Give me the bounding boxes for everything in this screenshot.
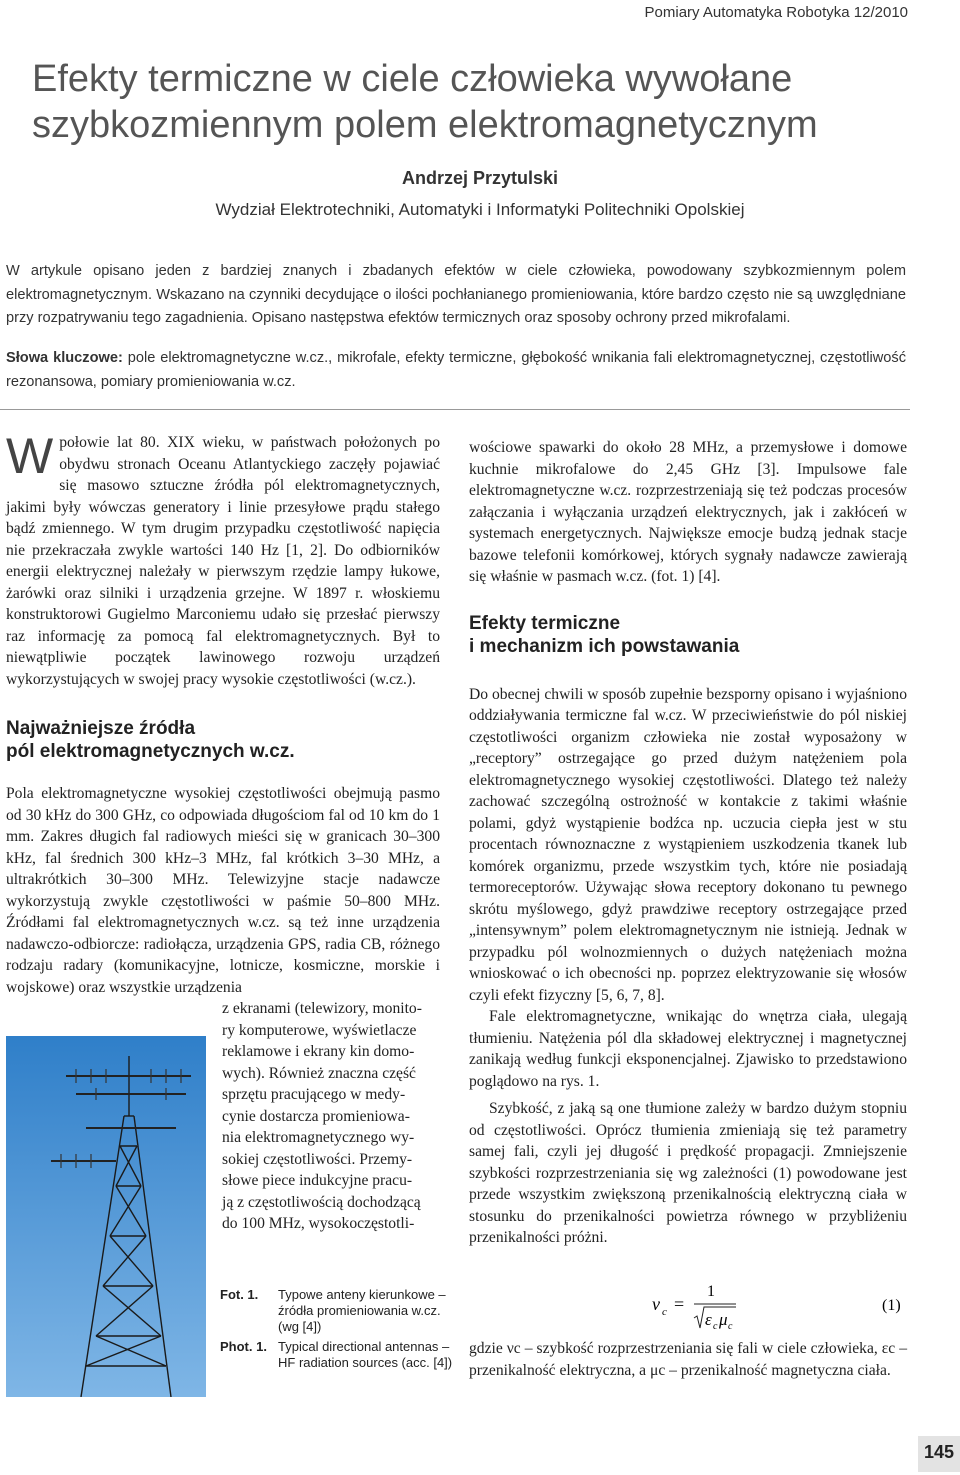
affiliation: Wydział Elektrotechniki, Automatyki i Informatyki Politechniki Opolskiej (215, 200, 745, 219)
keywords (6, 347, 906, 394)
intro-text: połowie lat 80. XIX wieku, w państwach położonych po obydwu stronach Oceanu Atlantyckiego zaczęły pojawiać się masowo sztuczne źródła pól elektromagnetycznych, jakimi były wówczas generatory i linie przesyłowe prądu stałego bądź zmiennego. W tym drugim przypadku częstotliwość napięcia nie przekraczała zwykle wartości 140 Hz [1, 2]. Do odbiorników energii elektrycznej należały w pierwszym rzędzie lampy łukowe, żarówki oraz silniki i urządzenia grzejne. W 1897 r. włoskiemu konstruktorowi Gugielmo Marconiemu udało się przesłać pierwszy raz informację za pomocą fal elektromagnetycznych. Był to niewątpliwie początek lawinowego rozwoju urządzeń wykorzystujących w swojej pracy wysokie częstotliwości (w.cz.). (6, 434, 440, 688)
page-number: 145 (923, 1442, 955, 1462)
article-title (32, 56, 912, 148)
column-right (469, 437, 907, 1249)
equation-explanation: gdzie νc – szybkość rozprzestrzeniania się fali w ciele człowieka, εc – przenikalność elektryczna, a μc – przenikalność magnetyczna ciała. (469, 1340, 907, 1379)
intro-paragraph (6, 428, 440, 690)
wrapped-line: cynie dostarcza promieniowa- (222, 1107, 410, 1125)
section-heading-thermal (469, 612, 907, 658)
thermal-paragraph: Do obecnej chwili w sposób zupełnie bezsporny opisano i wyjaśniono oddziaływania termiczne fal w.cz. W przeciwieństwie do pól niskiej częstotliwości organizm człowieka nie został wyposażony w „receptory” ostrzegające go przed dużym natężeniem pola elektromagnetycznego wysokiej częstotliwości. Dlatego też należy zachować szczególną ostrożność w kontakcie z takimi właśnie polami, gdyż wystąpienie bodźca np. uczucia ciepła jest w stu procentach równoznaczne z wystąpieniem uszkodzenia tkanek lub komórek organizmu, przede wszystkim tych, które nie posiadają termoreceptorów. Używając słowa receptory dokonano tu pewnego skrótu myślowego, gdyż prawdziwe receptory ostrzegające przed „intensywnym” polem elektromagnetycznym nie istnieją. Jednak w przypadku pól wolnozmiennych o dużych natężeniach można wnioskować o ich obecności np. poprzez elektryzowanie się włosów czyli efekt fizyczny [5, 6, 7, 8]. (469, 685, 907, 1004)
continuation-paragraph: wościowe spawarki do około 28 MHz, a przemysłowe i domowe kuchnie mikrofalowe do 2,45 GHz [3]. Impulsowe fale elektromagnetyczne w.cz. rozprzestrzeniają się też podczas procesów załączania i wyłączania urządzeń elektrycznych, jak i zakłóceń w systemach energetycznych. Największe emocje budzą jednak stacje bazowe telefonii komórkowej, których sygnały nadawcze zawierają się właśnie w pasmach w.cz. (fot. 1) [4]. (469, 439, 907, 585)
section-heading-line-2: pól elektromagnetycznych w.cz. (6, 741, 295, 762)
attenuation-paragraph: Fale elektromagnetyczne, wnikając do wnętrza ciała, ulegają tłumieniu. Natężenia pól dla składowej elektrycznej i magnetycznej zanikają według funkcji eksponencjalnej. Zjawisko to przedstawiono poglądowo na rys. 1. (469, 1008, 907, 1090)
wrapped-line: wych). Również znaczna część (222, 1064, 416, 1082)
speed-paragraph: Szybkość, z jaką są one tłumione zależy w bardzo dużym stopniu od częstotliwości. Oprócz tłumienia zmieniają się też parametry samej fali, czyli jej długość i prędkość propagacji. Zmniejszenie szybkości rozprzestrzeniania się wg zależności (1) powodowane jest przede wszystkim zwiększoną przenikalnością elektryczną ciała w stosunku do przenikalności powietrza równego w przybliżeniu przenikalności próżni. (469, 1100, 907, 1246)
caption-text-pl: Typowe anteny kierunkowe – źródła promieniowania w.cz. (wg [4]) (278, 1287, 446, 1334)
caption-english (220, 1339, 460, 1371)
section-heading-line-1: Efekty termiczne (469, 612, 621, 634)
wrapped-line: ją z częstotliwością dochodzącą (222, 1193, 421, 1211)
wrapped-line: sokiej częstotliwości. Przemy- (222, 1150, 413, 1168)
equation-epsilon-subscript: c (713, 1321, 718, 1332)
equation-mu-subscript: c (728, 1321, 733, 1332)
section-heading-line-2: i mechanizm ich powstawania (469, 635, 740, 657)
equation-mu: μ (719, 1310, 728, 1329)
caption-polish (220, 1287, 460, 1335)
wrapped-line: ry komputerowe, wyświetlacze (222, 1021, 417, 1039)
title-line-1: Efekty termiczne w ciele człowieka wywołane (32, 58, 793, 100)
equation-equals: = (674, 1294, 685, 1314)
keywords-text: pole elektromagnetyczne w.cz., mikrofale, efekty termiczne, głębokość wnikania fali elektromagnetycznej, częstotliwość rezonansowa, pomiary promieniowania w.cz. (6, 350, 907, 390)
wrapped-line: z ekranami (telewizory, monito- (222, 1000, 422, 1017)
title-line-2: szybkozmiennym polem elektromagnetycznym (32, 104, 818, 146)
wrapped-line: reklamowe i ekrany kin domo- (222, 1043, 415, 1060)
sources-paragraph: Pola elektromagnetyczne wysokiej częstotliwości obejmują pasmo od 30 kHz do 300 GHz, co odpowiada długościom fal od 10 km do 1 mm. Zakres długich fal radiowych mieści się w granicach 30–300 kHz, fal średnich 300 kHz–3 MHz, fal krótkich 3–30 MHz, a ultrakrótkich 30–300 MHz. Telewizyjne stacje nadawcze wykorzystują zwykle częstotliwości w paśmie 50–800 MHz. Źródłami fal elektromagnetycznych w.cz. są też inne urządzenia nadawczo-odbiorcze: radiołącza, urządzenia GPS, radia CB, różnego rodzaju radary (komunikacyjne, lotnicze, kosmiczne, morskie i wojskowe) oraz wszystkie urządzenia (6, 785, 440, 996)
abstract: W artykule opisano jeden z bardziej znanych i zbadanych efektów w ciele człowieka, powodowany szybkozmiennym polem elektromagnetycznym. Wskazano na czynniki decydujące o ilości pochłanianego promieniowania, które bardzo często nie są uwzględniane przy rozpatrywaniu tego zagadnienia. Opisano następstwa efektów termicznych oraz sposoby ochrony przed mikrofalami. (6, 263, 906, 326)
wrapped-line: do 100 MHz, wysokoczęstotli- (222, 1215, 415, 1232)
journal-header: Pomiary Automatyka Robotyka 12/2010 (644, 4, 908, 21)
wrapped-line: słowe piece indukcyjne pracu- (222, 1172, 413, 1189)
caption-label-pl: Fot. 1. (220, 1287, 259, 1302)
section-heading-line-1: Najważniejsze źródła (6, 718, 196, 739)
equation-epsilon: ε (705, 1310, 712, 1329)
keywords-label: Słowa kluczowe: (6, 350, 123, 366)
photo-caption (220, 1287, 460, 1375)
equation-lhs-subscript: c (662, 1306, 667, 1318)
equation-numerator: 1 (707, 1283, 715, 1300)
wrapped-line: nia elektromagnetycznego wy- (222, 1129, 415, 1146)
caption-label-en: Phot. 1. (220, 1339, 267, 1354)
dropcap: W (6, 428, 54, 484)
antenna-tower-photo (6, 1036, 206, 1397)
equation-number: (1) (882, 1297, 901, 1314)
divider (0, 409, 910, 410)
caption-text-en: Typical directional antennas – HF radiation sources (acc. [4]) (278, 1339, 453, 1370)
wrapped-text (222, 998, 440, 1235)
wrapped-line: sprzętu pracującego w medy- (222, 1086, 406, 1103)
equation-1 (652, 1278, 912, 1338)
equation-lhs: ν (652, 1294, 660, 1314)
author: Andrzej Przytulski (401, 168, 559, 188)
section-heading-sources (6, 717, 440, 763)
